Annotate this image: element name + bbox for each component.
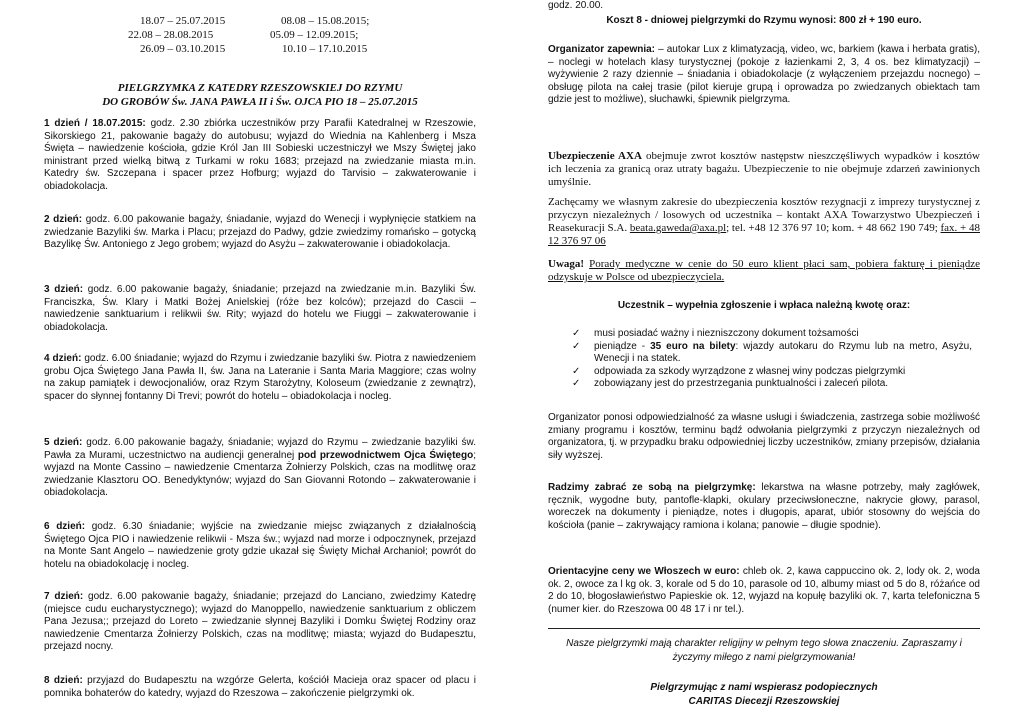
- day-8: [44, 675, 476, 700]
- checklist-item: [572, 341, 972, 366]
- what-to-take: [548, 482, 980, 532]
- what-to-take-text: lekarstwa na własne potrzeby, mały zagłówek, ręcznik, wygodne buty, pantofle-klapki, okulary przeciwsłoneczne, nakrycie głowy, parasol, woreczek na dokumenty i pieniądze, notes i długopis, aparat, ubiór stosowny do wejścia do kościoła (panie – zakrywający ramiona i kolana; panowie – długie spodnie).: [548, 482, 980, 531]
- date-3a: 26.09 – 03.10.2015: [140, 43, 226, 55]
- day-4: [44, 353, 476, 403]
- checklist-text: musi posiadać ważny i niezniszczony dokument tożsamości: [594, 328, 859, 339]
- divider: [548, 628, 980, 629]
- date-2a: 22.08 – 28.08.2015: [128, 29, 214, 41]
- warning-text: Porady medyczne w cenie do 50 euro klient płaci sam, pobiera fakturę i pieniądze odzyskuje w Polsce od ubezpieczyciela.: [548, 258, 980, 283]
- day-5-bold: pod przewodnictwem Ojca Świętego: [297, 449, 474, 461]
- prices-italy: [548, 566, 980, 616]
- day-1-text: godz. 2.30 zbiórka uczestników przy Parafii Katedralnej w Rzeszowie, Sikorskiego 21, pakowanie bagaży do autobusu; wyjazd do Wiednia na Kahlenberg i Msza Święta – nawiedzenie kościoła, gdzie Król Jan III Sobieski uczestniczył we Mszy Świętej jako ministrant przed wielką bitwą z Turkami w roku 1683; przejazd na zwiedzanie miasta m.in. Katedry św. Szczepana i spacer przez Hofburg; wyjazd do Tarvisio – zakwaterowanie i obiadokolacja.: [44, 118, 476, 192]
- checkmark-icon: ✓: [572, 340, 581, 352]
- day-5-text-a: godz. 6.00 pakowanie bagaży, śniadanie; wyjazd do Rzymu – zwiedzanie bazyliki św. Pawła za Murami, uczestnictwo na audiencji generalnej: [44, 437, 477, 461]
- trip-title-line2: DO GROBÓW Św. JANA PAWŁA II i Św. OJCA PIO 18 – 25.07.2015: [102, 96, 418, 108]
- date-1a: 18.07 – 25.07.2015: [140, 15, 226, 27]
- checklist-text: pieniądze -: [594, 340, 651, 352]
- date-3b: 10.10 – 17.10.2015: [282, 43, 368, 55]
- cost-line: Koszt 8 - dniowej pielgrzymki do Rzymu wynosi: 800 zł + 190 euro.: [606, 15, 922, 26]
- insurance-encourage: [548, 196, 980, 248]
- checklist-item: [572, 378, 972, 391]
- caritas-line-2: CARITAS Diecezji Rzeszowskiej: [688, 696, 840, 707]
- day-4-text: godz. 6.00 śniadanie; wyjazd do Rzymu i zwiedzanie bazyliki św. Piotra z nawiedzeniem grobu Ojca Świętego Jana Pawła II, św. Jana na Lateranie i Santa Maria Maggiore; czas wolny na zakup pamiątek i dewocjonaliów, oraz Rzym Starożytny, Koloseum (zwiedzanie z zewnątrz), spacer do słynnej fontanny Di Trevi; powrót do hotelu – obiadokolacja i nocleg.: [44, 353, 476, 402]
- what-to-take-label: Radzimy zabrać ze sobą na pielgrzymkę:: [548, 482, 756, 493]
- checklist-item: [572, 328, 972, 341]
- day-6: [44, 521, 476, 571]
- day-1: [44, 118, 476, 194]
- participant-heading: Uczestnik – wypełnia zgłoszenie i wpłaca należną kwotę oraz:: [617, 300, 911, 311]
- trip-title-line1: PIELGRZYMKA Z KATEDRY RZESZOWSKIEJ DO RZYMU: [117, 82, 403, 94]
- encourage-text-2: ; tel. +48 12 376 97 10; kom. + 48 662 190 749;: [726, 222, 941, 234]
- day-4-label: 4 dzień:: [44, 353, 82, 364]
- caritas-line-1: Pielgrzymując z nami wspierasz podopiecznych: [650, 682, 878, 693]
- insurance-fax: fax. + 48 12 376 97 06: [548, 222, 981, 247]
- day-7: [44, 591, 476, 654]
- insurance-label: Ubezpieczenie AXA: [548, 150, 642, 162]
- date-1b: 08.08 – 15.08.2015;: [281, 15, 370, 27]
- organizer-text: – autokar Lux z klimatyzacją, video, wc, barkiem (kawa i herbata gratis), – noclegi w hotelach klasy turystycznej (pokoje z łazienkami 2, 3, 4 os. bez klimatyzacji) – wyżywienie 2 razy dziennie – śniadania i obiadokolacje (z wyłączeniem przejazdu nocnego) – obsługę pilota na całej trasie (pilot kieruje grupą i oprowadza po zwiedzanych obiektach tam gdzie jest to możliwe), słuchawki, śpiewnik pielgrzyma.: [548, 44, 980, 106]
- date-2b: 05.09 – 12.09.2015;: [270, 29, 359, 41]
- organizer-responsibility: Organizator ponosi odpowiedzialność za własne usługi i świadczenia, zastrzega sobie możliwość zmiany programu i kosztów, terminu bądź odwołania pielgrzymki z przyczyn niezależnych od organizatora, tj. w przypadku braku odpowiedniej liczby uczestników, zmiany przepisów, działania siły wyższej.: [548, 412, 980, 461]
- day-5: [44, 437, 476, 500]
- top-time: godz. 20.00.: [548, 0, 604, 11]
- organizer-label: Organizator zapewnia:: [548, 44, 655, 55]
- religious-line-2: życzymy miłego z nami pielgrzymowania!: [672, 652, 856, 663]
- day-2-text: godz. 6.00 pakowanie bagaży, śniadanie, wyjazd do Wenecji i wypłynięcie statkiem na zwiedzanie Bazyliki św. Marka i Placu; przejazd do Padwy, gdzie zwiedzimy romańsko – gotycką Bazylikę Św. Antoniego z Jego grobem; wyjazd do Asyżu – zakwaterowanie i obiadokolacja.: [44, 214, 476, 251]
- day-7-label: 7 dzień:: [44, 591, 84, 602]
- day-7-text: godz. 6.00 pakowanie bagaży, śniadanie; przejazd do Lanciano, zwiedzimy Katedrę (miejsce cudu eucharystycznego); wyjazd do Manoppello, nawiedzenie sanktuarium z obliczem Pana Jezusa;; przejazd do Loreto – zwiedzanie słynnej Bazyliki i Domku Świętej Rodziny oraz nawiedzenie Cmentarza Żołnierzy Polskich, czas na modlitwę; miasta; wyjazd do Budapesztu, przejazd nocny.: [44, 591, 477, 653]
- day-3-label: 3 dzień:: [44, 284, 84, 295]
- participant-checklist: [572, 328, 972, 391]
- insurance-email-link[interactable]: beata.gaweda@axa.pl: [629, 222, 727, 234]
- warning-label: Uwaga!: [548, 258, 585, 270]
- prices-text: chleb ok. 2, kawa cappuccino ok. 2, lody ok. 2, woda ok. 2, owoce za l kg ok. 3, korale od 5 do 10, parasole od 10, albumy miast od 5 do 8, różańce od 2 do 10, błogosławieństwo Papieskie ok. 12, wyjazd na kopułę bazyliki ok. 7, karta telefoniczna 5 (numer kier. do Rzeszowa 00 48 17 i nr tel.).: [548, 566, 980, 615]
- day-5-label: 5 dzień:: [44, 437, 83, 448]
- encourage-text: Zachęcamy we własnym zakresie do ubezpieczenia kosztów rezygnacji z imprezy turystycznej z przyczyn niezależnych / losowych od uczestnika – kontakt AXA Towarzystwo Ubezpieczeń i Reasekuracji S.A.: [548, 196, 980, 234]
- organizer-provides: [548, 44, 980, 107]
- checkmark-icon: ✓: [572, 328, 581, 339]
- day-2-label: 2 dzień:: [44, 214, 83, 225]
- checklist-item: [572, 366, 972, 379]
- checklist-bold: 35 euro na bilety: [650, 340, 736, 352]
- day-3-text: godz. 6.00 pakowanie bagaży, śniadanie; przejazd na zwiedzanie m.in. Bazyliki Św. Franciszka, Św. Klary i Matki Bożej Anielskiej (róże bez kolców); przejazd do Cascii – nawiedzenie sanktuarium i relikwii św. Rity; wyjazd do hotelu we Fiuggi – zakwaterowanie i obiadokolacja.: [44, 284, 476, 333]
- checkmark-icon: ✓: [572, 378, 581, 390]
- day-2: [44, 214, 476, 252]
- checklist-text: odpowiada za szkody wyrządzone z własnej winy podczas pielgrzymki: [594, 365, 906, 377]
- checklist-text: : wjazdy autokaru do Rzymu lub na metro, Asyżu, Wenecji i na statek.: [594, 340, 972, 365]
- day-6-text: godz. 6.30 śniadanie; wyjście na zwiedzanie miejsc związanych z działalnością Świętego Ojca PIO i nawiedzenie relikwii - Msza św.; wyjazd nad morze i odpocznynek, przejazd na Monte Sant Angelo – nawiedzenie groty gdzie ukazał się Święty Michał Archanioł; powrót do hotelu na obiadokolację i nocleg.: [44, 521, 476, 570]
- insurance: [548, 150, 980, 189]
- day-6-label: 6 dzień:: [44, 521, 86, 532]
- day-3: [44, 284, 476, 334]
- day-5-text-b: ; wyjazd na Monte Cassino – nawiedzenie Cmentarza Żołnierzy Polskich, czas na modlitwę oraz zwiedzanie Klasztoru OO. Benedyktynów; wyjazd do San Giovanni Rotondo – zakwaterowanie i obiadokolacja.: [44, 449, 476, 499]
- religious-line-1: Nasze pielgrzymki mają charakter religijny w pełnym tego słowa znaczeniu. Zapraszamy i: [566, 638, 962, 649]
- insurance-text: obejmuje zwrot kosztów następstw nieszczęśliwych wypadków i kosztów ich leczenia za granicą oraz utraty bagażu. Ubezpieczenie to nie obejmuje zdarzeń zawinionych umyślnie.: [548, 150, 980, 188]
- prices-label: Orientacyjne ceny we Włoszech w euro:: [548, 566, 740, 577]
- day-8-label: 8 dzień:: [44, 675, 83, 686]
- day-8-text: przyjazd do Budapesztu na wzgórze Gelerta, kościół Macieja oraz spacer od placu i pomnika bohaterów do katedry, wyjazd do Rzeszowa – zakończenie pielgrzymki ok.: [44, 675, 477, 699]
- day-1-label: 1 dzień / 18.07.2015:: [44, 118, 146, 129]
- checklist-text: zobowiązany jest do przestrzegania punktualności i zaleceń pilota.: [594, 378, 889, 390]
- warning: [548, 258, 980, 284]
- checkmark-icon: ✓: [572, 365, 581, 377]
